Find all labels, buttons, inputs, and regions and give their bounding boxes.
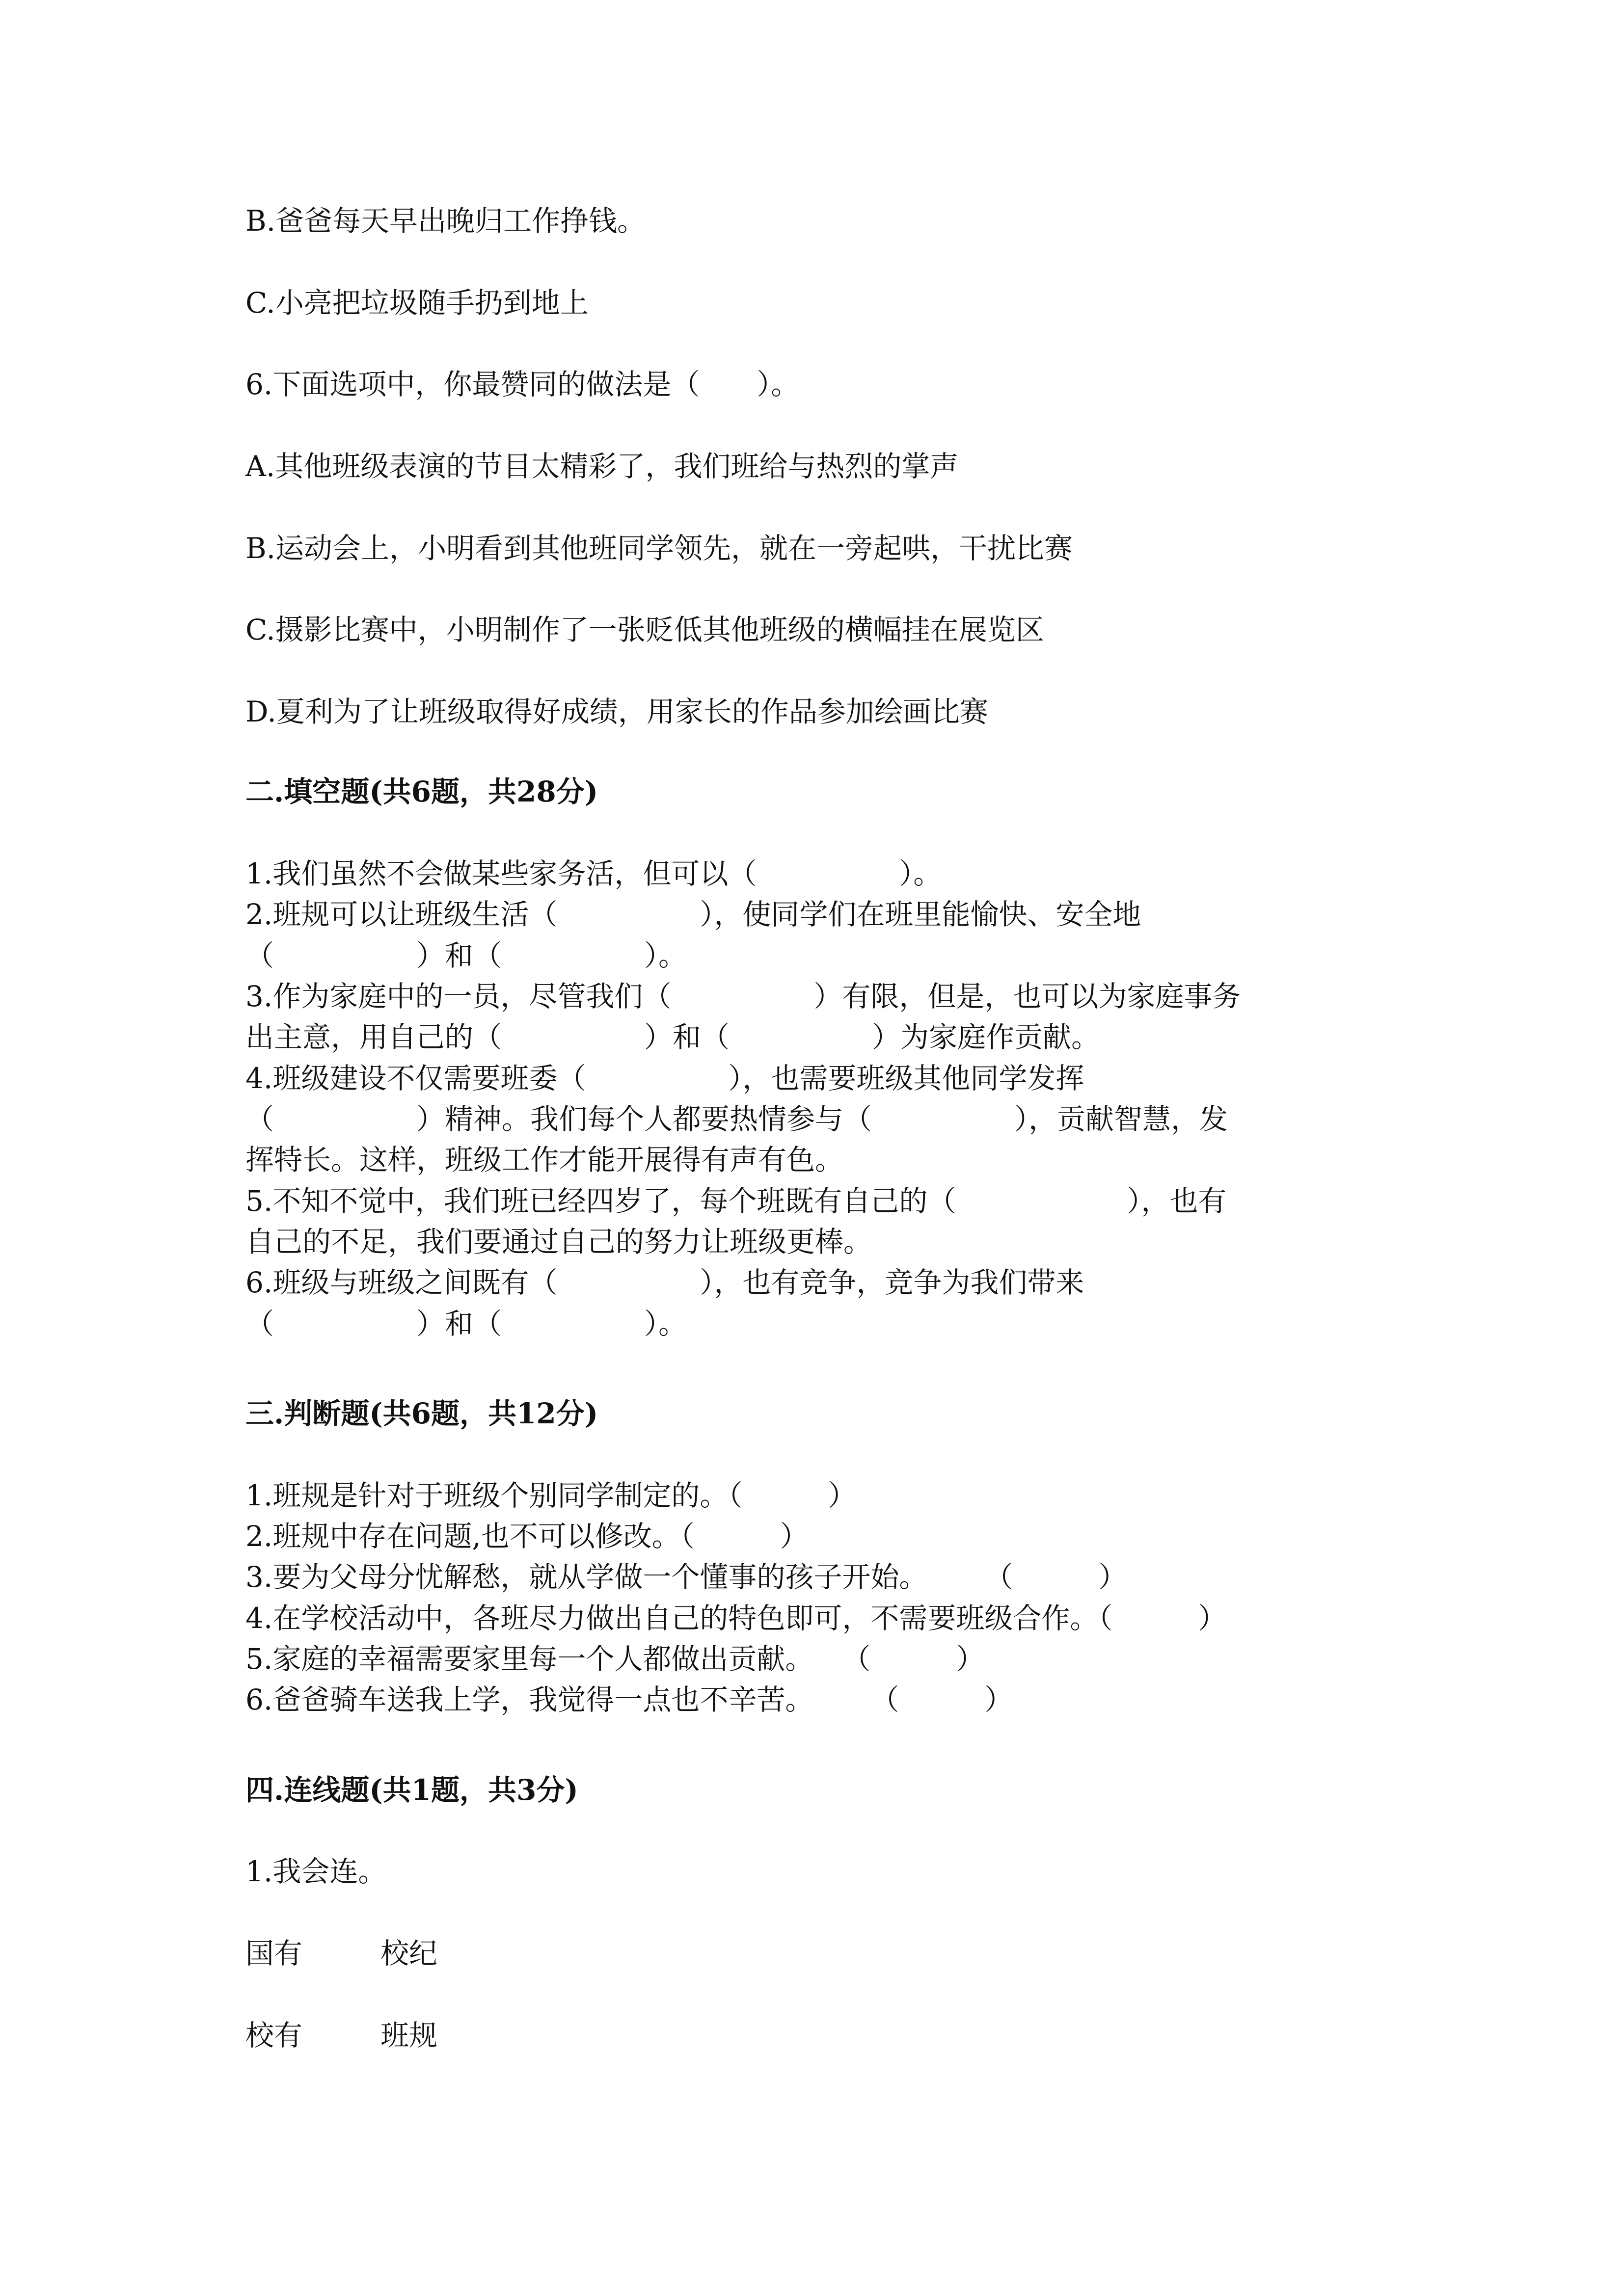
section-heading-true-false: 三.判断题(共6题，共12分) (245, 1397, 598, 1430)
matching-right-item: 班规 (380, 2019, 438, 2052)
true-false-line: 3.要为父母分忧解愁，就从学做一个懂事的孩子开始。 （ ） (245, 1560, 1127, 1594)
fill-blank-line: 挥特长。这样，班级工作才能开展得有声有色。 (245, 1143, 844, 1176)
question-6: 6.下面选项中，你最赞同的做法是（ ）。 (245, 368, 800, 401)
section-heading-matching: 四.连线题(共1题，共3分) (245, 1773, 578, 1807)
matching-left-item: 校有 (245, 2019, 303, 2052)
true-false-line: 1.班规是针对于班级个别同学制定的。（ ） (245, 1479, 857, 1512)
fill-blank-line: 6.班级与班级之间既有（ ），也有竞争，竞争为我们带来 (245, 1266, 1084, 1299)
fill-blank-line: 自己的不足，我们要通过自己的努力让班级更棒。 (245, 1225, 872, 1258)
matching-left-item: 国有 (245, 1937, 303, 1970)
fill-blank-line: 2.班规可以让班级生活（ ），使同学们在班里能愉快、安全地 (245, 898, 1141, 931)
choice-option-a: A.其他班级表演的节目太精彩了，我们班给与热烈的掌声 (245, 450, 959, 483)
matching-question: 1.我会连。 (245, 1855, 387, 1888)
true-false-line: 4.在学校活动中，各班尽力做出自己的特色即可，不需要班级合作。（ ） (245, 1602, 1227, 1635)
matching-right-item: 校纪 (380, 1937, 438, 1970)
choice-option-d: D.夏利为了让班级取得好成绩，用家长的作品参加绘画比赛 (245, 695, 988, 728)
fill-blank-line: 5.不知不觉中，我们班已经四岁了，每个班既有自己的（ ），也有 (245, 1184, 1227, 1218)
choice-option-b: B.爸爸每天早出晚归工作挣钱。 (245, 204, 646, 238)
choice-option-c: C.小亮把垃圾随手扔到地上 (245, 286, 589, 320)
choice-option-c: C.摄影比赛中，小明制作了一张贬低其他班级的横幅挂在展览区 (245, 613, 1044, 646)
section-heading-fill-blank: 二.填空题(共6题，共28分) (245, 775, 598, 808)
fill-blank-line: 1.我们虽然不会做某些家务活，但可以（ ）。 (245, 857, 942, 890)
true-false-line: 2.班规中存在问题,也不可以修改。（ ） (245, 1520, 809, 1553)
choice-option-b: B.运动会上，小明看到其他班同学领先，就在一旁起哄，干扰比赛 (245, 532, 1073, 565)
fill-blank-line: 3.作为家庭中的一员，尽管我们（ ）有限，但是，也可以为家庭事务 (245, 980, 1241, 1013)
true-false-line: 6.爸爸骑车送我上学，我觉得一点也不辛苦。 （ ） (245, 1683, 1013, 1716)
fill-blank-line: （ ）和（ ）。 (245, 939, 687, 972)
fill-blank-line: 4.班级建设不仅需要班委（ ），也需要班级其他同学发挥 (245, 1062, 1084, 1095)
fill-blank-line: 出主意，用自己的（ ）和（ ）为家庭作贡献。 (245, 1020, 1100, 1054)
true-false-line: 5.家庭的幸福需要家里每一个人都做出贡献。 （ ） (245, 1642, 985, 1676)
fill-blank-line: （ ）精神。我们每个人都要热情参与（ ），贡献智慧，发 (245, 1102, 1228, 1136)
fill-blank-line: （ ）和（ ）。 (245, 1307, 687, 1340)
